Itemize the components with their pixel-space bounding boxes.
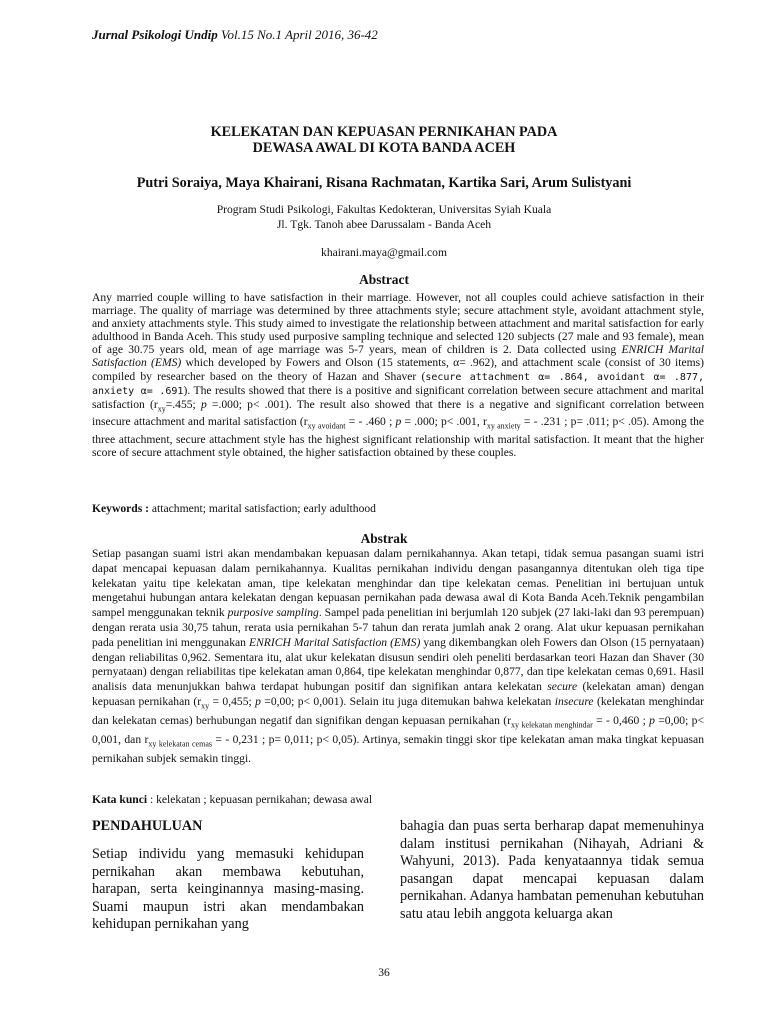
abstrak-p: p xyxy=(649,714,655,728)
keywords-label: Keywords : xyxy=(92,502,149,515)
abstract-p: p xyxy=(395,415,402,429)
abstract-body xyxy=(92,291,704,459)
affiliation-line-1: Program Studi Psikologi, Fakultas Kedokteran, Universitas Syiah Kuala xyxy=(216,203,552,216)
abstract-text: = - .460 ; xyxy=(345,415,396,429)
left-column xyxy=(92,818,364,934)
abstract-text: =.000; p< .001). The result also showed that there is a negative and significant correlation between insecure attachment and marital satisfaction (r xyxy=(92,397,705,429)
abstrak-text: = 0,455; xyxy=(209,694,256,708)
abstract-heading: Abstract xyxy=(359,272,409,287)
abstrak-secure: secure xyxy=(547,680,578,694)
page-number: 36 xyxy=(378,966,390,979)
abstrak-text: (kelekatan aman) dengan kepuasan pernikahan (r xyxy=(92,680,705,708)
abstract-text: = - .231 ; p= .011; p< .05). Among the three attachment, secure attachment style has the highest significant relationship with marital satisfaction. It meant that the higher score of secure attachment style obtained, the higher satisfaction obtained by these couples. xyxy=(92,415,705,459)
title-line-2: DEWASA AWAL DI KOTA BANDA ACEH xyxy=(252,140,516,156)
title-line-1: KELEKATAN DAN KEPUASAN PERNIKAHAN PADA xyxy=(210,124,558,140)
kata-kunci xyxy=(92,793,704,806)
subscript: xy xyxy=(201,701,210,711)
journal-name: Jurnal Psikologi Undip xyxy=(92,27,218,42)
right-column xyxy=(400,818,704,924)
affiliation xyxy=(0,203,768,232)
abstrak-p: p xyxy=(255,694,261,708)
journal-header xyxy=(92,27,378,43)
abstrak-ems: ENRICH Marital Satisfaction (EMS) xyxy=(248,635,421,649)
abstract-ems: ENRICH Marital Satisfaction (EMS) xyxy=(92,343,704,370)
abstrak-purposive: purposive sampling xyxy=(227,606,319,620)
abstract-text: which developed by Fowers and Olson (15 statements, α= .962), and attachment scale (consist of 30 items) compiled by researcher based on the theory of Hazan and Shaver ( xyxy=(92,356,705,383)
subscript: xy avoidant xyxy=(307,421,346,431)
subscript: xy xyxy=(157,404,166,414)
abstrak-heading: Abstrak xyxy=(360,531,408,546)
abstract-text: ). The results showed that there is a positive and significant correlation between secure attachment and marital satisfaction (r xyxy=(92,383,705,411)
subscript: xy kelekatan cemas xyxy=(148,739,212,749)
kata-kunci-text: : kelekatan ; kepuasan pernikahan; dewasa awal xyxy=(147,793,373,806)
authors: Putri Soraiya, Maya Khairani, Risana Rachmatan, Kartika Sari, Arum Sulistyani xyxy=(136,175,632,191)
abstrak-text: =0,00; p< 0,001). Selain itu juga ditemukan bahwa kelekatan xyxy=(260,694,555,708)
abstrak-text: . Sampel pada penelitian ini berjumlah 120 subjek (27 laki-laki dan 93 perempuan) dengan rerata usia 30,75 tahun, rerata usia pernikahan 5-7 tahun dan rerata jumlah anak 2 orang. Alat ukur kepuasan pernikahan pada penelitian ini menggunakan xyxy=(92,606,704,649)
subscript: xy anxiety xyxy=(486,421,521,431)
abstrak-body xyxy=(92,547,704,767)
abstrak-text: Setiap pasangan suami istri akan mendambakan kepuasan dalam pernikahannya. Akan tetapi, tidak semua pasangan suami istri dapat mencapai kepuasan dalam pernikahannya. Kualitas pernikahan individu dengan pasangannya ditentukan oleh tiga tipe kelekatan yaitu tipe kelekatan aman, tipe kelekatan menghindar dan tipe kelekatan cemas. Penelitian ini bertujuan untuk mengetahui hubungan antara kelekatan dengan kepuasan pernikahan pada dewasa awal di Kota Banda Aceh.Teknik pengambilan sampel menggunakan teknik xyxy=(92,547,704,620)
abstrak-text: =0,00; p< 0,001, dan r xyxy=(92,714,704,747)
abstract-p: p xyxy=(200,397,207,411)
affiliation-line-2: Jl. Tgk. Tanoh abee Darussalam - Banda Aceh xyxy=(276,217,492,231)
abstrak-text: = - 0,460 ; xyxy=(592,714,650,728)
paper-title xyxy=(0,124,768,156)
kata-kunci-label: Kata kunci xyxy=(92,793,148,806)
section-heading-pendahuluan: PENDAHULUAN xyxy=(92,818,203,834)
keywords-text: attachment; marital satisfaction; early adulthood xyxy=(149,502,376,515)
journal-issue: Vol.15 No.1 April 2016, 36-42 xyxy=(217,27,378,42)
pendahuluan-left-text: Setiap individu yang memasuki kehidupan pernikahan akan membawa kebutuhan, harapan, serta keinginannya masing-masing. Suami maupun istri akan mendambakan kehidupan pernikahan yang xyxy=(92,846,364,933)
abstrak-text: yang dikembangkan oleh Fowers dan Olson (15 pernyataan) dengan reliabilitas 0,962. Sementara itu, alat ukur kelekatan disusun sendiri oleh peneliti berdasarkan teori Hazan dan Shaver (30 pernyataan) dengan reliabilitas tipe kelekatan aman 0,864, tipe kelekatan menghindar 0,877, dan tipe kelekatan cemas 0,691. Hasil analisis data menunjukkan bahwa terdapat hubungan positif dan signifikan antara kelekatan xyxy=(92,635,705,694)
abstrak-insecure: insecure xyxy=(554,694,594,708)
pendahuluan-right-text: bahagia dan puas serta berharap dapat memenuhinya dalam institusi pernikahan (Nihayah, Adriani & Wahyuni, 2013). Pada kenyataannya tidak semua pasangan dapat mencapai kepuasan dalam pernikahan. Adanya hambatan pemenuhan kebutuhan satu atau lebih anggota keluarga akan xyxy=(400,818,704,922)
subscript: xy kelekatan menghindar xyxy=(511,720,593,730)
author-email: khairani.maya@gmail.com xyxy=(321,246,447,259)
abstrak-text: = - 0,231 ; p= 0,011; p< 0,05). Artinya, semakin tinggi skor tipe kelekatan aman maka tingkat kepuasan pernikahan subjek semakin tinggi. xyxy=(92,733,705,766)
abstract-reliability: secure attachment α= .864, avoidant α= .877, anxiety α= .691 xyxy=(92,371,705,397)
abstract-text: =.455; xyxy=(165,397,201,411)
abstrak-text: (kelekatan menghindar dan kelekatan cemas) berhubungan negatif dan signifikan dengan kepuasan pernikahan (r xyxy=(92,694,704,728)
abstract-text: = .000; p< .001, r xyxy=(401,415,487,429)
keywords xyxy=(92,502,704,515)
abstract-text: Any married couple willing to have satisfaction in their marriage. However, not all couples could achieve satisfaction in their marriage. The quality of marriage was determined by three attachments style; secure attachment style, avoidant attachment style, and anxiety attachments style. This study aimed to investigate the relationship between attachment and marital satisfaction for early adulthood in Banda Aceh. This study used purposive sampling technique and selected 120 subjects (27 male and 93 female), mean of age 30.75 years old, mean of age marriage was 5-7 years, mean of children is 2. Data collected using xyxy=(92,291,704,357)
